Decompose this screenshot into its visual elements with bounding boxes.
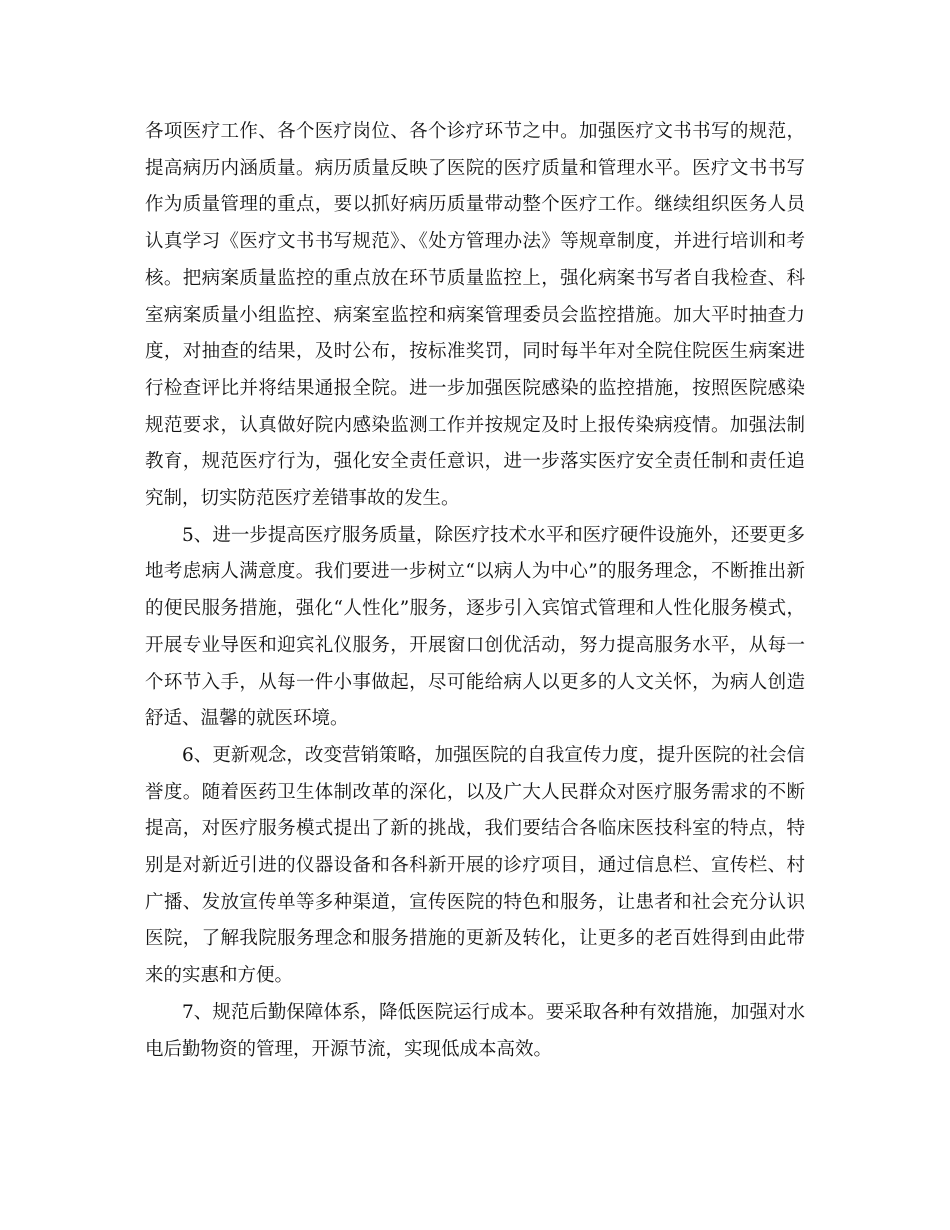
paragraph-item-6: 6、更新观念，改变营销策略，加强医院的自我宣传力度，提升医院的社会信誉度。随着医药卫生体制改革的深化，以及广大人民群众对医疗服务需求的不断提高，对医疗服务模式提出了新的挑战，我们要结合各临床医技科室的特点，特别是对新近引进的仪器设备和各科新开展的诊疗项目，通过信息栏、宣传栏、村广播、发放宣传单等多种渠道，宣传医院的特色和服务，让患者和社会充分认识医院，了解我院服务理念和服务措施的更新及转化，让更多的老百姓得到由此带来的实惠和方便。 bbox=[145, 744, 805, 987]
document-body bbox=[145, 114, 805, 1068]
paragraph-item-5: 5、进一步提高医疗服务质量，除医疗技术水平和医疗硬件设施外，还要更多地考虑病人满意度。我们要进一步树立“以病人为中心”的服务理念，不断推出新的便民服务措施，强化“人性化”服务，逐步引入宾馆式管理和人性化服务模式，开展专业导医和迎宾礼仪服务，开展窗口创优活动，努力提高服务水平，从每一个环节入手，从每一件小事做起，尽可能给病人以更多的人文关怀，为病人创造舒适、温馨的就医环境。 bbox=[145, 524, 805, 730]
paragraph-continuation: 各项医疗工作、各个医疗岗位、各个诊疗环节之中。加强医疗文书书写的规范，提高病历内涵质量。病历质量反映了医院的医疗质量和管理水平。医疗文书书写作为质量管理的重点，要以抓好病历质量带动整个医疗工作。继续组织医务人员认真学习《医疗文书书写规范》、《处方管理办法》等规章制度，并进行培训和考核。把病案质量监控的重点放在环节质量监控上，强化病案书写者自我检查、科室病案质量小组监控、病案室监控和病案管理委员会监控措施。加大平时抽查力度，对抽查的结果，及时公布，按标准奖罚，同时每半年对全院住院医生病案进行检查评比并将结果通报全院。进一步加强医院感染的监控措施，按照医院感染规范要求，认真做好院内感染监测工作并按规定及时上报传染病疫情。加强法制教育，规范医疗行为，强化安全责任意识，进一步落实医疗安全责任制和责任追究制，切实防范医疗差错事故的发生。 bbox=[145, 121, 805, 510]
paragraph-item-7: 7、规范后勤保障体系，降低医院运行成本。要采取各种有效措施，加强对水电后勤物资的管理，开源节流，实现低成本高效。 bbox=[145, 1001, 805, 1060]
